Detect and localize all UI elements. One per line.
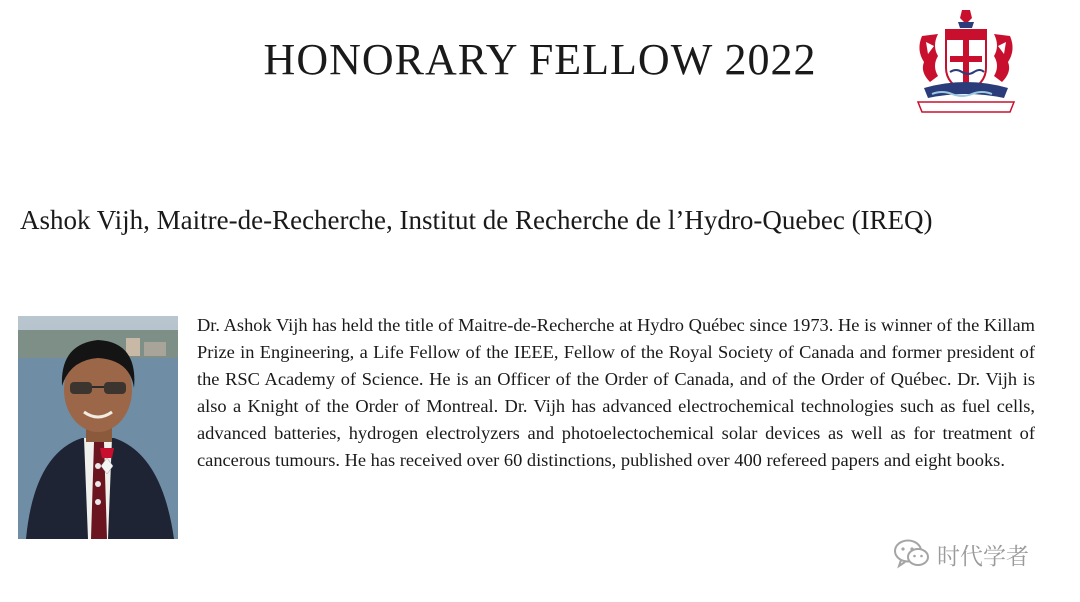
wechat-icon — [893, 538, 931, 570]
wechat-watermark — [893, 538, 1029, 570]
watermark-text: 时代学者 — [937, 543, 1029, 570]
society-crest-icon — [912, 6, 1020, 118]
portrait-photo — [18, 316, 178, 539]
biography-text: Dr. Ashok Vijh has held the title of Maitre-de-Recherche at Hydro Québec since 1973. He is winner of the Killam Prize in Engineering, a Life Fellow of the IEEE, Fellow of the Royal Society of Canada and former president of the RSC Academy of Science. He is an Officer of the Order of Canada, and of the Order of Québec. Dr. Vijh is also a Knight of the Order of Montreal. Dr. Vijh has advanced electrochemical technologies such as fuel cells, advanced batteries, hydrogen electrolyzers and photoelectochemical solar devices as well as for treatment of cancerous tumours. He has received over 60 distinctions, published over 400 refereed papers and eight books. — [197, 315, 1035, 470]
honoree-name: Ashok Vijh, Maitre-de-Recherche, Institut de Recherche de l’Hydro-Quebec (IREQ) — [20, 205, 933, 235]
page-title: HONORARY FELLOW 2022 — [263, 35, 817, 84]
